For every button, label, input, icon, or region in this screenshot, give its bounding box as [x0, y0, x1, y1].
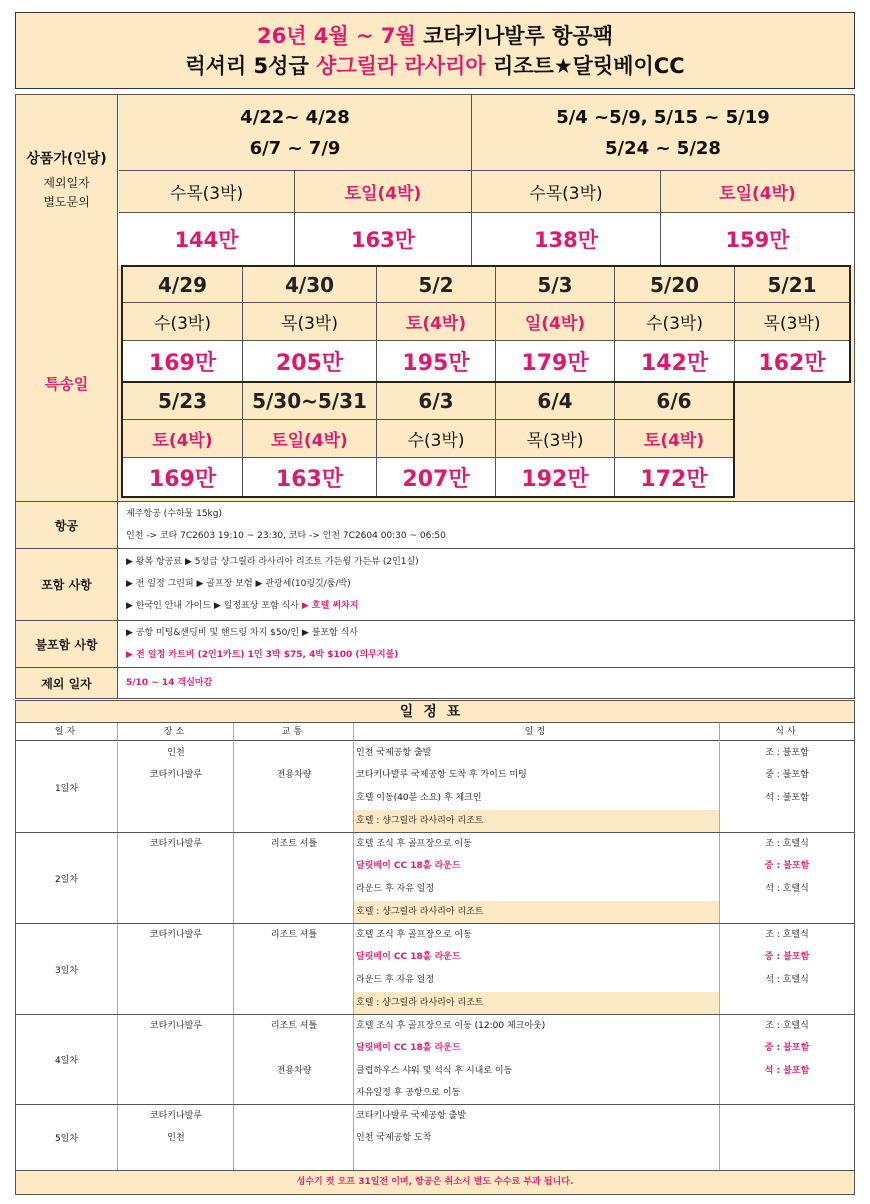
air-body: [126, 503, 850, 547]
include-line-3: [126, 595, 850, 617]
day-itinerary: [354, 1105, 720, 1170]
special-price: 162만: [735, 341, 849, 381]
schedule-day-1: [16, 742, 854, 833]
include-line-1: ▶ 왕복 항공료 ▶ 5성급 샹그릴라 라사리아 리조트 가든윙 가든뷰 (2인1실): [126, 557, 419, 567]
special-day: 토(4박): [123, 420, 243, 458]
special-day: 목(3박): [243, 303, 377, 341]
meal-item: 조 : 호텔식: [765, 930, 809, 940]
day-name: 1일차: [16, 742, 118, 832]
air-line-1: 제주항공 (수하물 15kg): [126, 509, 222, 519]
special-day: 일(4박): [496, 303, 615, 341]
special-price: 179만: [496, 341, 615, 381]
price-label-sub1: 제외일자: [43, 176, 90, 190]
meal-item: 석 : 불포함: [764, 1066, 810, 1076]
day-places: [118, 1105, 234, 1170]
day-transport: [234, 1105, 354, 1170]
special-date: 5/21: [735, 267, 849, 303]
exclude-label: 불포함 사항: [16, 621, 118, 667]
special-date: 5/20: [615, 267, 735, 303]
special-price: 195만: [377, 341, 496, 381]
special-day: 수(3박): [615, 303, 735, 341]
itinerary-item: 인천 국제공항 도착: [356, 1133, 432, 1143]
itinerary-item: 호텔 이동(40분 소요) 후 체크인: [356, 793, 482, 803]
special-label: 특송일: [16, 265, 118, 501]
excluded-dates-row: [15, 668, 855, 699]
title-line-1: [16, 21, 854, 51]
day-places: [118, 1015, 234, 1104]
period-1-line1: 4/22~ 4/28: [240, 107, 350, 128]
schedule-header-meals: 식사: [720, 723, 854, 741]
period-1-line2: 6/7 ~ 7/9: [249, 138, 341, 159]
period-2-line2: 5/24 ~ 5/28: [605, 138, 721, 159]
special-day: 토(4박): [377, 303, 496, 341]
meal-item: 중 : 불포함: [764, 1043, 810, 1053]
air-label: 항공: [16, 502, 118, 548]
exclude-line-2: ▶ 전 일정 카트비 (2인1카트) 1인 3박 $75, 4박 $100 (의무지불): [126, 650, 399, 660]
excluded-dates-label: 제외 일자: [16, 668, 118, 698]
schedule-day-5: [16, 1105, 854, 1171]
meal-item: 조 : 호텔식: [765, 1021, 809, 1031]
special-date: 5/30~5/31: [243, 383, 377, 420]
special-grid-row1: [121, 265, 851, 383]
itinerary-item: 호텔 조식 후 골프장으로 이동: [356, 839, 472, 849]
itinerary-item: 클럽하우스 샤워 및 석식 후 시내로 이동: [356, 1066, 513, 1076]
itinerary-item: 코타키나발루 국제공항 출발: [356, 1111, 467, 1121]
day-transport: [234, 924, 354, 1014]
place-item: 코타키나발루: [149, 770, 203, 780]
price-value-4: 159만: [661, 213, 854, 265]
price-day-3: 수목(3박): [472, 171, 661, 213]
air-row: [15, 502, 855, 549]
schedule-footer-note: 성수기 컷 오프 31일전 이며, 항공은 취소시 별도 수수료 부과 됩니다.: [16, 1171, 854, 1194]
special-date: 6/3: [377, 383, 496, 420]
special-day: 목(3박): [496, 420, 615, 458]
day-name: 3일차: [16, 924, 118, 1014]
include-line-2: ▶ 전 일정 그린피 ▶ 골프장 보험 ▶ 관광세(10링깃/룸/박): [126, 579, 351, 589]
day-places: [118, 833, 234, 923]
place-item: 코타키나발루: [149, 839, 203, 849]
special-price: 192만: [496, 458, 615, 496]
price-label-sub2: 별도문의: [43, 195, 90, 209]
transport-item: 리조트 셔틀: [270, 930, 318, 940]
special-day: 수(3박): [377, 420, 496, 458]
itinerary-item: 자유일정 후 공항으로 이동: [356, 1088, 461, 1098]
title-resort: 리조트★달릿베이CC: [485, 54, 685, 78]
special-price: 205만: [243, 341, 377, 381]
title-grade: 럭셔리 5성급: [185, 54, 317, 78]
special-date: 4/29: [123, 267, 243, 303]
place-item: 인천: [167, 1133, 185, 1143]
itinerary-item: 달릿베이 CC 18홀 라운드: [356, 1043, 461, 1053]
special-price: 169만: [123, 458, 243, 496]
exclude-line-1: ▶ 공항 미팅&샌딩비 및 핸드링 차지 $50/인 ▶ 불포함 식사: [126, 628, 359, 638]
itinerary-item: 인천 국제공항 출발: [356, 748, 432, 758]
itinerary-hotel: 호텔 : 샹그릴라 라사리아 리조트: [354, 992, 719, 1014]
transport-item: 전용차량: [276, 1066, 312, 1076]
day-meals: [720, 924, 854, 1014]
exclude-body: [126, 622, 850, 666]
meal-item: 중 : 불포함: [764, 861, 810, 871]
price-day-2: 토일(4박): [295, 171, 472, 213]
special-date: 5/23: [123, 383, 243, 420]
special-day: 토일(4박): [243, 420, 377, 458]
special-price: 207만: [377, 458, 496, 496]
price-value-1: 144만: [119, 213, 295, 265]
special-date: 4/30: [243, 267, 377, 303]
price-value-3: 138만: [472, 213, 661, 265]
title-line-2: [16, 51, 854, 81]
day-itinerary: [354, 742, 720, 832]
day-name: 2일차: [16, 833, 118, 923]
title-product: 코타키나발루 항공팩: [415, 24, 614, 48]
special-date: 5/3: [496, 267, 615, 303]
special-day: 토(4박): [615, 420, 733, 458]
itinerary-item: 라운드 후 자유 일정: [356, 975, 435, 985]
special-price: 172만: [615, 458, 733, 496]
schedule-header-day: 일자: [16, 723, 118, 741]
day-name: 4일차: [16, 1015, 118, 1104]
day-name: 5일차: [16, 1105, 118, 1170]
title-hotel: 샹그릴라 라사리아: [316, 54, 486, 78]
itinerary-item: 호텔 조식 후 골프장으로 이동: [356, 930, 472, 940]
include-line-3a: ▶ 한국인 안내 가이드 ▶ 일정표상 포함 식사: [126, 601, 302, 611]
special-grid-row2: [121, 381, 735, 498]
period-1-header: [119, 95, 472, 171]
meal-item: 석 : 불포함: [765, 793, 809, 803]
special-price: 163만: [243, 458, 377, 496]
day-places: [118, 924, 234, 1014]
special-price: 169만: [123, 341, 243, 381]
place-item: 인천: [167, 748, 185, 758]
excluded-dates-text: 5/10 ~ 14 객실마감: [126, 678, 213, 688]
price-value-2: 163만: [295, 213, 472, 265]
day-places: [118, 742, 234, 832]
exclude-row: [15, 621, 855, 668]
place-item: 코타키나발루: [149, 1021, 203, 1031]
schedule-header-itinerary: 일정: [354, 723, 720, 741]
meal-item: 중 : 불포함: [765, 770, 809, 780]
title-period: 26년 4월 ~ 7월: [256, 24, 416, 48]
transport-item: 리조트 셔틀: [270, 839, 318, 849]
place-item: 코타키나발루: [149, 930, 203, 940]
day-itinerary: [354, 833, 720, 923]
day-itinerary: [354, 1015, 720, 1104]
price-day-4: 토일(4박): [661, 171, 854, 213]
price-label: [16, 95, 118, 265]
schedule-day-4: [16, 1015, 854, 1105]
include-label: 포함 사항: [16, 549, 118, 620]
transport-item: 리조트 셔틀: [270, 1021, 318, 1031]
schedule-header-transport: 교통: [234, 723, 354, 741]
special-date: 6/6: [615, 383, 733, 420]
price-label-title: 상품가(인당): [26, 151, 107, 167]
day-itinerary: [354, 924, 720, 1014]
schedule-day-3: [16, 924, 854, 1015]
day-transport: [234, 833, 354, 923]
price-table: [15, 94, 855, 266]
itinerary-item: 코타키나발루 국제공항 도착 후 가이드 미팅: [356, 770, 527, 780]
special-day: 목(3박): [735, 303, 849, 341]
period-2-header: [472, 95, 854, 171]
day-meals: [720, 1105, 854, 1170]
day-meals: [720, 1015, 854, 1104]
schedule-day-2: [16, 833, 854, 924]
include-line-3b: ▶ 호텔 써차지: [301, 601, 359, 611]
itinerary-item: 달릿베이 CC 18홀 라운드: [356, 952, 461, 962]
day-meals: [720, 742, 854, 832]
special-dates-table: [15, 265, 855, 502]
special-price: 142만: [615, 341, 735, 381]
meal-item: 조 : 호텔식: [765, 839, 809, 849]
itinerary-item: 달릿베이 CC 18홀 라운드: [356, 861, 461, 871]
period-2-line1: 5/4 ~5/9, 5/15 ~ 5/19: [556, 107, 770, 128]
include-row: [15, 549, 855, 621]
schedule-header-place: 장소: [118, 723, 234, 741]
air-line-2: 인천 -> 코타 7C2603 19:10 ~ 23:30, 코타 -> 인천 7C2604 00:30 ~ 06:50: [126, 531, 446, 541]
special-date: 5/2: [377, 267, 496, 303]
excluded-dates-body: [126, 672, 850, 694]
special-date: 6/4: [496, 383, 615, 420]
meal-item: 석 : 호텔식: [765, 884, 809, 894]
meal-item: 중 : 불포함: [764, 952, 810, 962]
include-body: [126, 551, 850, 617]
transport-item: 전용차량: [276, 770, 312, 780]
schedule-table: [15, 700, 855, 1195]
day-transport: [234, 742, 354, 832]
day-meals: [720, 833, 854, 923]
title-box: [15, 12, 855, 89]
meal-item: 조 : 불포함: [765, 748, 809, 758]
itinerary-hotel: 호텔 : 샹그릴라 라사리아 리조트: [354, 810, 719, 832]
itinerary-item: 라운드 후 자유 일정: [356, 884, 435, 894]
price-day-1: 수목(3박): [119, 171, 295, 213]
itinerary-item: 호텔 조식 후 골프장으로 이동 (12:00 체크아웃): [356, 1021, 546, 1031]
meal-item: 석 : 호텔식: [765, 975, 809, 985]
itinerary-hotel: 호텔 : 샹그릴라 라사리아 리조트: [354, 901, 719, 923]
special-day: 수(3박): [123, 303, 243, 341]
schedule-title: 일정표: [16, 701, 854, 723]
place-item: 코타키나발루: [149, 1111, 203, 1121]
day-transport: [234, 1015, 354, 1104]
